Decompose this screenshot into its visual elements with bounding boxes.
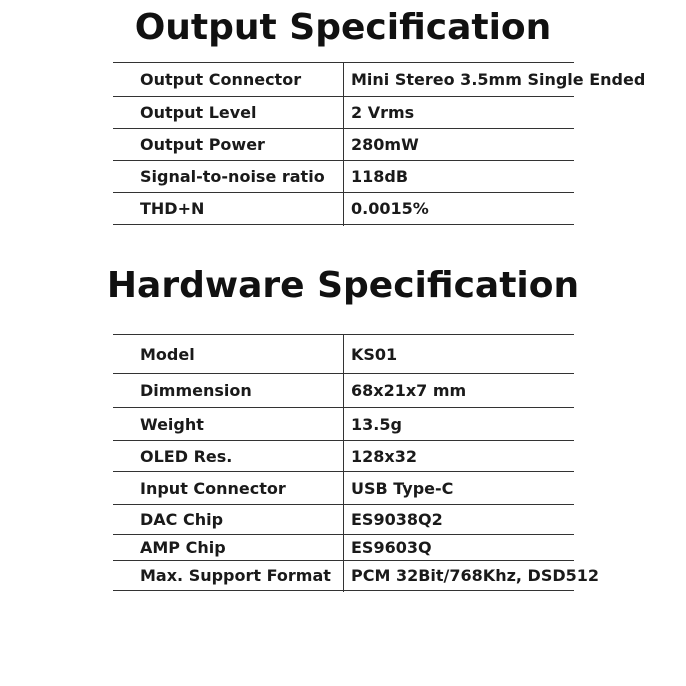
spec-value: PCM 32Bit/768Khz, DSD512 bbox=[351, 566, 600, 585]
spec-row-output-level bbox=[113, 97, 574, 129]
spec-label: Dimmension bbox=[140, 381, 252, 400]
spec-label: OLED Res. bbox=[140, 446, 233, 466]
spec-row-weight bbox=[113, 408, 574, 441]
output-specification-table bbox=[113, 62, 646, 225]
spec-label: DAC Chip bbox=[140, 510, 224, 529]
spec-row-max-support-format bbox=[113, 561, 600, 591]
spec-row-signal-to-noise bbox=[113, 161, 574, 193]
spec-value: 13.5g bbox=[351, 414, 402, 434]
spec-value: Mini Stereo 3.5mm Single Ended bbox=[351, 70, 646, 89]
spec-label: Output Level bbox=[140, 103, 257, 122]
spec-row-output-power bbox=[113, 129, 574, 161]
spec-value: ES9603Q bbox=[351, 538, 432, 557]
spec-row-dimension bbox=[113, 374, 574, 408]
spec-value: ES9038Q2 bbox=[351, 510, 443, 529]
spec-row-thd-n bbox=[113, 193, 574, 225]
spec-value: 2 Vrms bbox=[351, 103, 415, 122]
spec-label: THD+N bbox=[140, 199, 205, 218]
spec-value: USB Type-C bbox=[351, 478, 454, 498]
spec-label: Max. Support Format bbox=[140, 566, 331, 585]
spec-row-oled-res bbox=[113, 441, 574, 472]
spec-label: Output Connector bbox=[140, 70, 302, 89]
spec-value: 280mW bbox=[351, 135, 419, 154]
output-specification-title: Output Specification bbox=[134, 7, 552, 48]
spec-label: Model bbox=[140, 344, 195, 364]
spec-value: 128x32 bbox=[351, 446, 417, 466]
spec-row-dac-chip bbox=[113, 505, 574, 535]
spec-value: KS01 bbox=[351, 344, 398, 364]
spec-value: 0.0015% bbox=[351, 199, 429, 218]
spec-row-amp-chip bbox=[113, 535, 574, 561]
hardware-specification-table bbox=[113, 334, 600, 591]
spec-value: 118dB bbox=[351, 167, 409, 186]
spec-row-input-connector bbox=[113, 472, 574, 505]
spec-label: AMP Chip bbox=[140, 538, 226, 557]
spec-row-output-connector bbox=[113, 63, 646, 97]
spec-label: Signal-to-noise ratio bbox=[140, 167, 325, 186]
spec-value: 68x21x7 mm bbox=[351, 381, 467, 400]
spec-label: Output Power bbox=[140, 135, 265, 154]
spec-label: Input Connector bbox=[140, 478, 286, 498]
spec-label: Weight bbox=[140, 414, 204, 434]
spec-row-model bbox=[113, 335, 574, 374]
hardware-specification-title: Hardware Specification bbox=[106, 265, 580, 306]
